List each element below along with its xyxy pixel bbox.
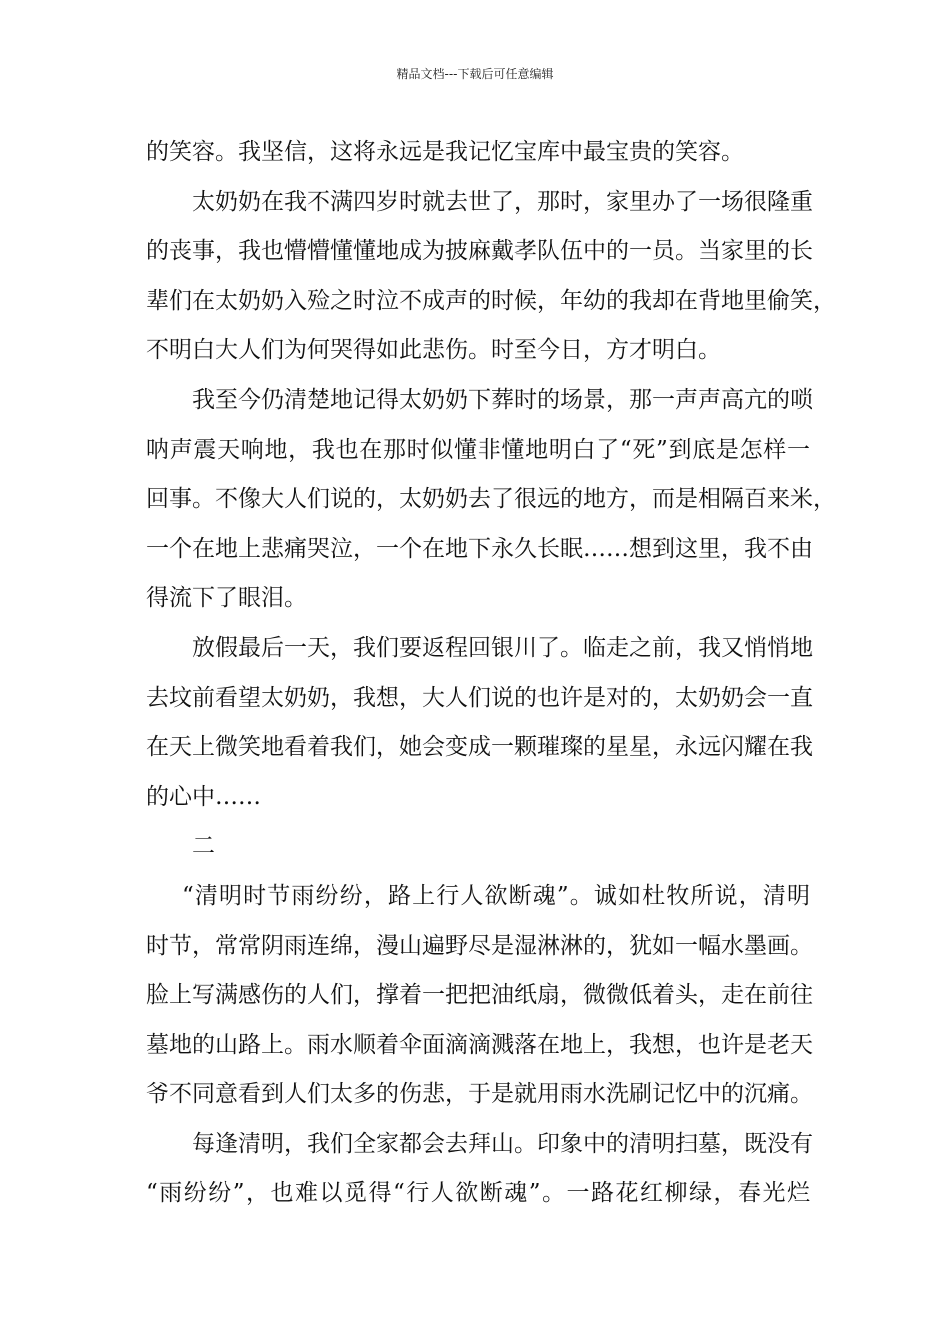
paragraph-first-line: 我至今仍清楚地记得太奶奶下葬时的场景，那一声声高亢的唢 — [192, 386, 813, 413]
text-line: 脸上写满感伤的人们，撑着一把把油纸扇，微微低着头，走在前往 — [146, 982, 813, 1009]
section-heading: 二 — [192, 833, 215, 860]
text-line: 的丧事，我也懵懵懂懂地成为披麻戴孝队伍中的一员。当家里的长 — [146, 238, 813, 265]
paragraph-first-line: 太奶奶在我不满四岁时就去世了，那时，家里办了一场很隆重 — [192, 188, 813, 215]
paragraph-first-line: 每逢清明，我们全家都会去拜山。印象中的清明扫墓，既没有 — [192, 1130, 813, 1157]
text-line: “雨纷纷”，也难以觅得“行人欲断魂”。一路花红柳绿，春光烂 — [146, 1180, 810, 1207]
document-body — [146, 128, 836, 1219]
text-line: 时节，常常阴雨连绵，漫山遍野尽是湿淋淋的，犹如一幅水墨画。 — [146, 932, 813, 959]
text-line: 不明白大人们为何哭得如此悲伤。时至今日，方才明白。 — [146, 337, 721, 364]
text-line: 的心中…… — [146, 783, 261, 810]
paragraph-first-line: “清明时节雨纷纷，路上行人欲断魂”。诚如杜牧所说，清明 — [182, 882, 810, 909]
page-header: 精品文档---下载后可任意编辑 — [396, 67, 554, 81]
text-line: 一个在地上悲痛哭泣，一个在地下永久长眠……想到这里，我不由 — [146, 535, 813, 562]
text-line: 回事。不像大人们说的，太奶奶去了很远的地方，而是相隔百来米， — [146, 486, 836, 513]
text-line: 得流下了眼泪。 — [146, 585, 307, 612]
text-line: 去坟前看望太奶奶，我想，大人们说的也许是对的，太奶奶会一直 — [146, 684, 813, 711]
text-line: 爷不同意看到人们太多的伤悲，于是就用雨水洗刷记忆中的沉痛。 — [146, 1081, 813, 1108]
text-line: 在天上微笑地看着我们，她会变成一颗璀璨的星星，永远闪耀在我 — [146, 734, 813, 761]
text-line: 辈们在太奶奶入殓之时泣不成声的时候，年幼的我却在背地里偷笑， — [146, 287, 836, 314]
text-line: 的笑容。我坚信，这将永远是我记忆宝库中最宝贵的笑容。 — [146, 139, 744, 165]
paragraph-first-line: 放假最后一天，我们要返程回银川了。临走之前，我又悄悄地 — [192, 634, 813, 661]
text-line: 呐声震天响地，我也在那时似懂非懂地明白了“死”到底是怎样一 — [146, 436, 810, 463]
text-line: 墓地的山路上。雨水顺着伞面滴滴溅落在地上，我想，也许是老天 — [146, 1031, 813, 1058]
